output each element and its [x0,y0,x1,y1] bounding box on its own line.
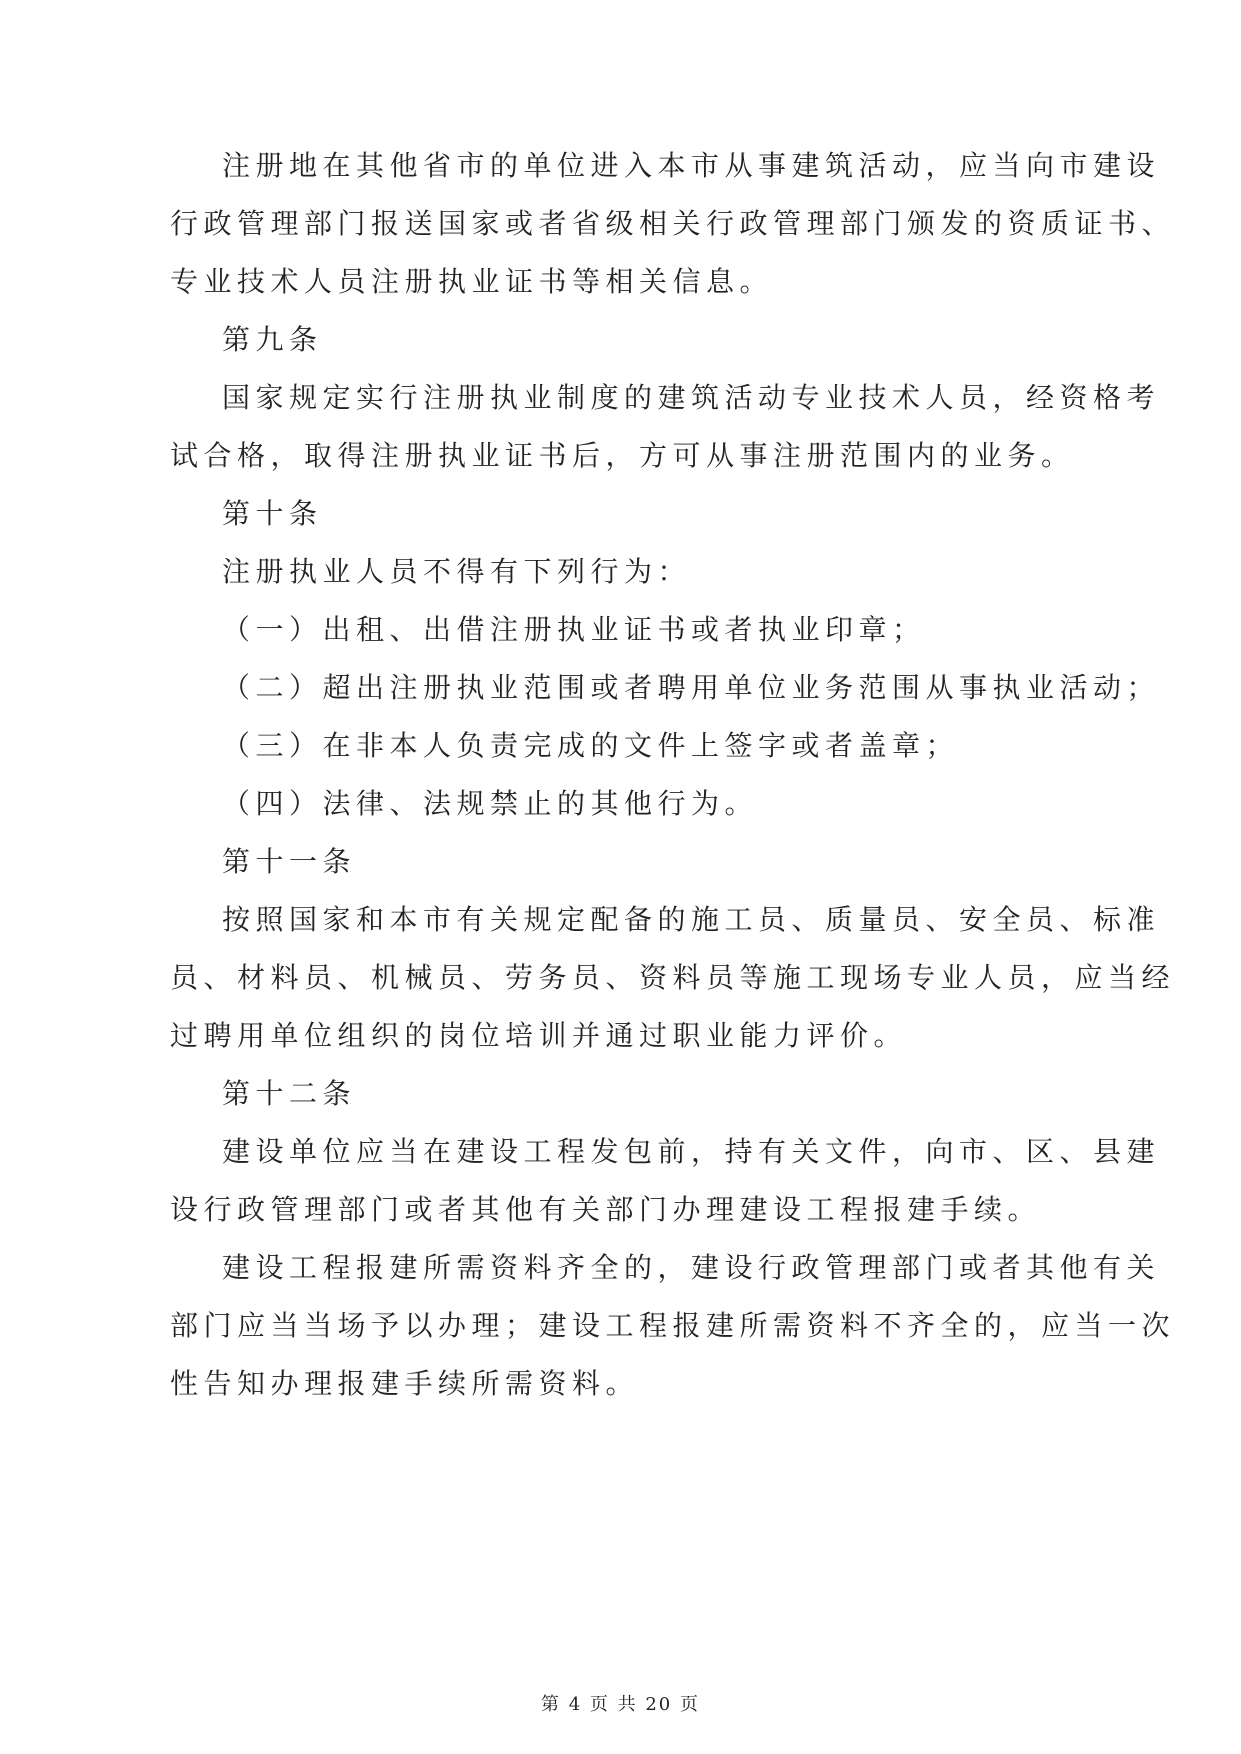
paragraph-line: 专业技术人员注册执业证书等相关信息。 [170,265,774,298]
paragraph-line: 注册地在其他省市的单位进入本市从事建筑活动，应当向市建设 [222,149,1161,182]
paragraph-line: 建设工程报建所需资料齐全的，建设行政管理部门或者其他有关 [222,1251,1161,1284]
paragraph-line: 性告知办理报建手续所需资料。 [170,1367,640,1400]
paragraph-line: 注册执业人员不得有下列行为： [222,555,692,588]
article-heading: 第九条 [222,323,323,356]
article-heading: 第十一条 [222,845,357,878]
paragraph-line: 员、材料员、机械员、劳务员、资料员等施工现场专业人员，应当经 [170,961,1176,994]
paragraph-line: 行政管理部门报送国家或者省级相关行政管理部门颁发的资质证书、 [170,207,1176,240]
article-heading: 第十二条 [222,1077,357,1110]
paragraph-line: 建设单位应当在建设工程发包前，持有关文件，向市、区、县建 [222,1135,1161,1168]
list-item: （一）出租、出借注册执业证书或者执业印章； [222,613,926,646]
list-item: （二）超出注册执业范围或者聘用单位业务范围从事执业活动； [222,671,1161,704]
paragraph-line: 过聘用单位组织的岗位培训并通过职业能力评价。 [170,1019,908,1052]
paragraph-line: 国家规定实行注册执业制度的建筑活动专业技术人员，经资格考 [222,381,1161,414]
paragraph-line: 设行政管理部门或者其他有关部门办理建设工程报建手续。 [170,1193,1042,1226]
paragraph-line: 部门应当当场予以办理；建设工程报建所需资料不齐全的，应当一次 [170,1309,1176,1342]
paragraph-line: 按照国家和本市有关规定配备的施工员、质量员、安全员、标准 [222,903,1161,936]
list-item: （四）法律、法规禁止的其他行为。 [222,787,759,820]
list-item: （三）在非本人负责完成的文件上签字或者盖章； [222,729,960,762]
article-heading: 第十条 [222,497,323,530]
paragraph-line: 试合格，取得注册执业证书后，方可从事注册范围内的业务。 [170,439,1075,472]
page-number-footer: 第 4 页 共 20 页 [541,1694,700,1715]
